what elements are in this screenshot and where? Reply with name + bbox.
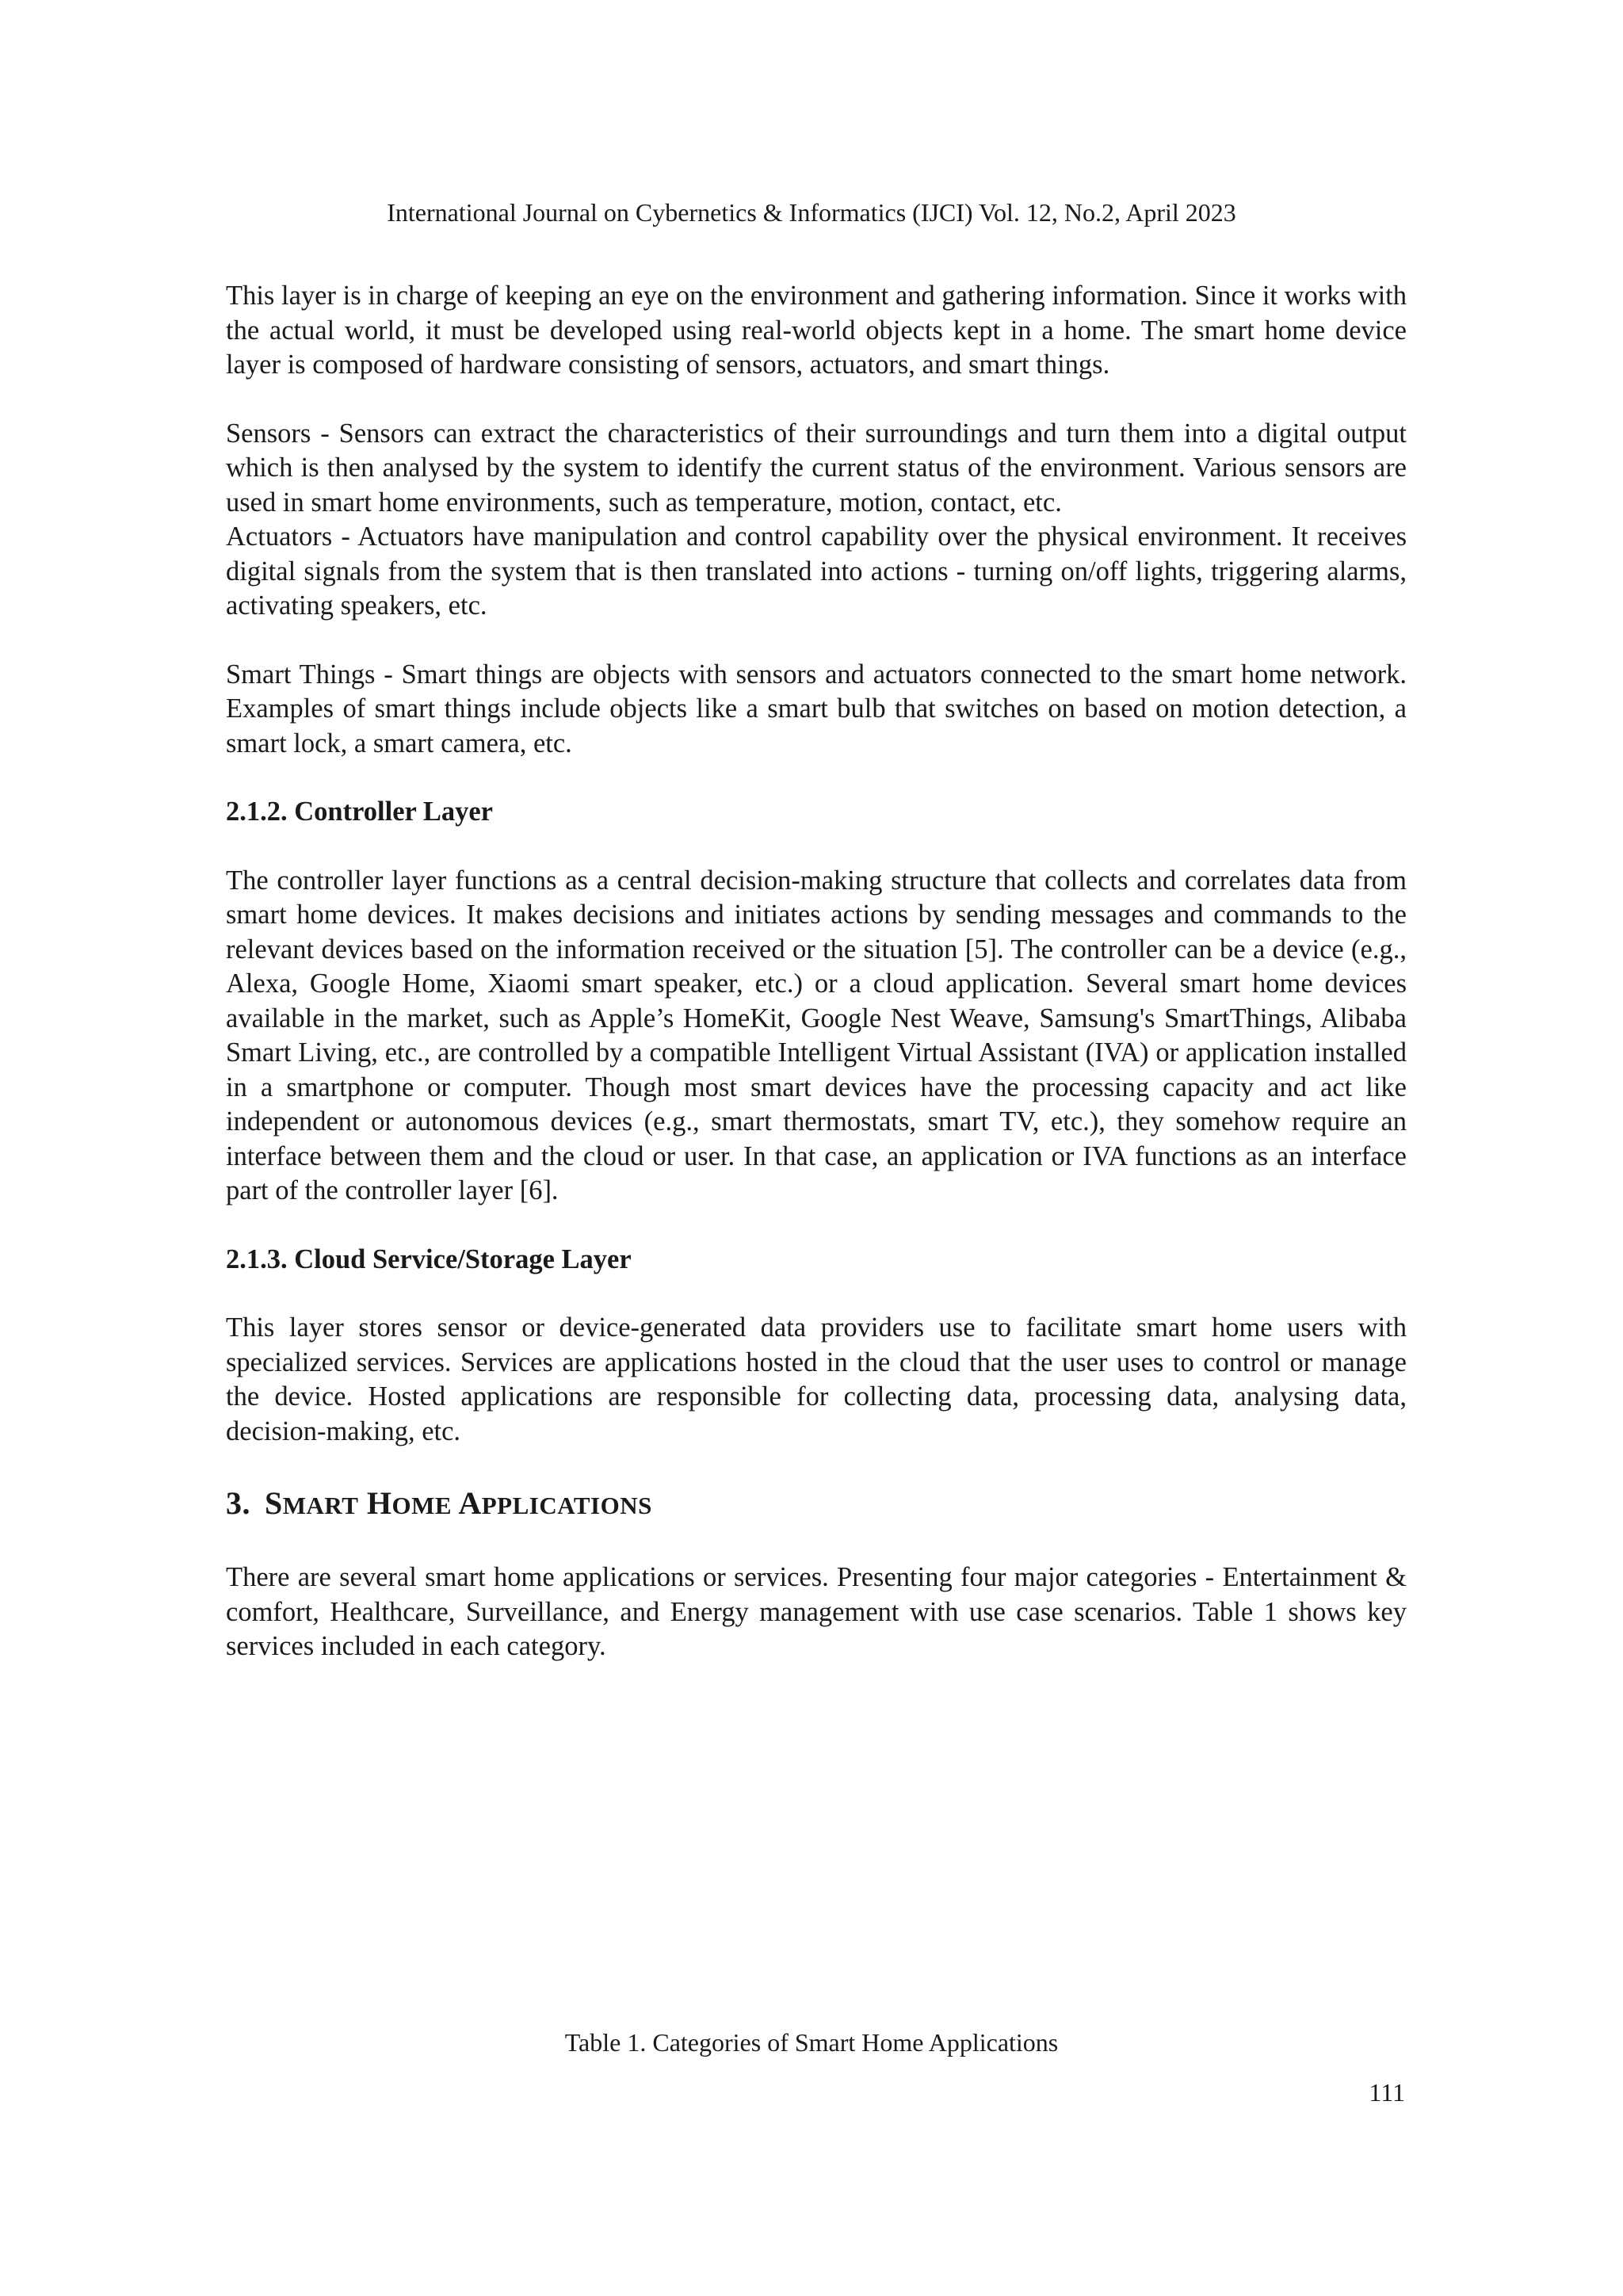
section-heading-smart-home-applications: 3. SMART HOME APPLICATIONS	[226, 1485, 652, 1521]
running-header: International Journal on Cybernetics & Informatics (IJCI) Vol. 12, No.2, April 2023	[387, 198, 1236, 227]
paragraph-controller-layer: The controller layer functions as a central decision-making structure that collects and correlates data from smart home devices. It makes decisions and initiates actions by sending messages and commands to the relevant devices based on the information received or the situation [5]. The controller can be a device (e.g., Alexa, Google Home, Xiaomi smart speaker, etc.) or a cloud application. Several smart home devices available in the market, such as Apple’s HomeKit, Google Nest Weave, Samsung's SmartThings, Alibaba Smart Living, etc., are controlled by a compatible Intelligent Virtual Assistant (IVA) or application installed in a smartphone or computer. Though most smart devices have the processing capacity and act like independent or autonomous devices (e.g., smart thermostats, smart TV, etc.), they somehow require an interface between them and the cloud or user. In that case, an application or IVA functions as an interface part of the controller layer [6].	[226, 865, 1407, 1205]
paragraph-actuators: Actuators - Actuators have manipulation and control capability over the physical environment. It receives digital signals from the system that is then translated into actions - turning on/off lights, triggering alarms, activating speakers, etc.	[226, 521, 1407, 621]
subsection-heading-cloud-layer: 2.1.3. Cloud Service/Storage Layer	[226, 1244, 632, 1274]
paragraph-sensors: Sensors - Sensors can extract the characteristics of their surroundings and turn them into a digital output which is then analysed by the system to identify the current status of the environment. Various sensors are used in smart home environments, such as temperature, motion, contact, etc.	[226, 418, 1407, 518]
subsection-heading-controller-layer: 2.1.2. Controller Layer	[226, 797, 493, 827]
paragraph-cloud-layer: This layer stores sensor or device-generated data providers use to facilitate smart home users with specialized services. Services are applications hosted in the cloud that the user uses to control or manage the device. Hosted applications are responsible for collecting data, processing data, analysing data, decision-making, etc.	[226, 1312, 1407, 1446]
table-caption: Table 1. Categories of Smart Home Applications	[564, 2028, 1059, 2057]
section-number: 3.	[226, 1485, 250, 1521]
page-number: 111	[1369, 2078, 1405, 2107]
body-text	[226, 279, 1407, 1664]
paragraph-device-layer: This layer is in charge of keeping an eye on the environment and gathering information. Since it works with the actual world, it must be developed using real-world objects kept in a home. The smart home device layer is composed of hardware consisting of sensors, actuators, and smart things.	[226, 281, 1407, 380]
paragraph-smart-things: Smart Things - Smart things are objects with sensors and actuators connected to the smart home network. Examples of smart things include objects like a smart bulb that switches on based on motion detection, a smart lock, a smart camera, etc.	[226, 659, 1407, 758]
paragraph-applications-intro: There are several smart home applications or services. Presenting four major categories - Entertainment & comfort, Healthcare, Surveillance, and Energy management with use case scenarios. Table 1 shows key services included in each category.	[226, 1562, 1407, 1661]
